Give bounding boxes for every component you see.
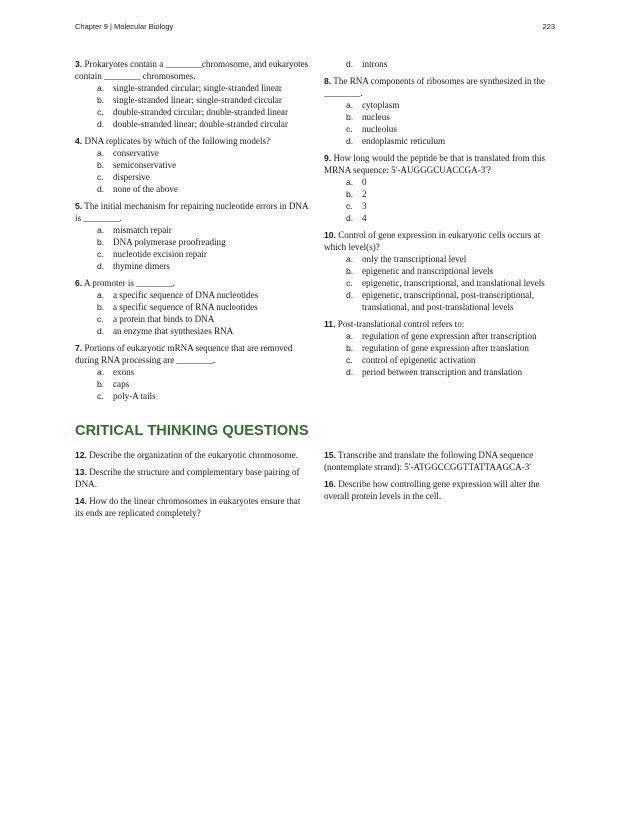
question-number: 16. <box>324 479 336 489</box>
option-d <box>324 366 558 378</box>
question-stem <box>324 318 558 330</box>
option-text: an enzyme that synthesizes RNA <box>113 326 234 336</box>
option-letter: a. <box>97 290 105 300</box>
option-text: single-stranded circular; single-stranded linear <box>113 83 282 93</box>
option-a <box>324 176 558 188</box>
question-number: 15. <box>324 450 336 460</box>
question-number: 8. <box>324 76 332 86</box>
question-3 <box>75 58 310 130</box>
left-column <box>75 58 310 407</box>
option-letter: d. <box>97 184 105 194</box>
option-a <box>324 330 558 342</box>
option-letter: c. <box>97 314 104 324</box>
option-text: DNA polymerase proofreading <box>113 237 226 247</box>
question-stem <box>324 229 558 253</box>
option-b <box>324 188 558 200</box>
question-5 <box>75 200 310 272</box>
option-text: nucleolus <box>362 124 397 134</box>
option-letter: b. <box>346 343 354 353</box>
options-list <box>324 330 558 378</box>
option-c <box>324 200 558 212</box>
question-text: Describe the structure and complementary base pairing of DNA. <box>75 467 300 489</box>
option-letter: a. <box>346 177 354 187</box>
option-text: a specific sequence of DNA nucleotides <box>113 290 259 300</box>
question-stem <box>324 152 558 176</box>
option-text: 3 <box>362 201 367 211</box>
option-letter: c. <box>97 107 104 117</box>
question-8 <box>324 75 558 147</box>
question-text: Describe the organization of the eukaryotic chromosome. <box>86 450 298 460</box>
option-d <box>324 289 558 313</box>
option-a <box>324 253 558 265</box>
options-list <box>75 82 310 130</box>
question-text: Control of gene expression in eukaryotic cells occurs at which level(s)? <box>324 230 541 252</box>
option-letter: d. <box>97 261 105 271</box>
option-c <box>75 106 310 118</box>
option-text: semiconservative <box>113 160 177 170</box>
option-letter: d. <box>346 367 354 377</box>
option-text: caps <box>113 379 130 389</box>
question-text: Transcribe and translate the following DNA sequence (nontemplate strand): 5'-ATGGCCGGTTATTAAGCA-3' <box>324 450 534 472</box>
question-stem <box>324 449 558 473</box>
question-number: 13. <box>75 467 87 477</box>
option-b <box>75 236 310 248</box>
options-list <box>75 289 310 337</box>
question-11 <box>324 318 558 378</box>
option-b <box>324 342 558 354</box>
question-stem <box>324 75 558 99</box>
question-stem <box>75 58 310 82</box>
question-10 <box>324 229 558 313</box>
question-stem <box>75 135 310 147</box>
question-number: 14. <box>75 496 87 506</box>
question-13 <box>75 466 310 490</box>
option-text: double-stranded circular; double-stranded linear <box>113 107 288 117</box>
option-b <box>75 94 310 106</box>
option-letter: b. <box>97 379 105 389</box>
right-column <box>324 58 558 383</box>
options-list-continued <box>324 58 558 70</box>
option-text: control of epigenetic activation <box>362 355 476 365</box>
option-letter: c. <box>97 172 104 182</box>
option-text: a protein that binds to DNA <box>113 314 215 324</box>
option-b <box>75 301 310 313</box>
option-b <box>324 111 558 123</box>
option-c <box>75 171 310 183</box>
option-c <box>75 313 310 325</box>
option-a <box>75 82 310 94</box>
option-letter: d. <box>346 59 354 69</box>
chapter-title: Chapter 9 | Molecular Biology <box>75 22 174 31</box>
option-letter: b. <box>97 302 105 312</box>
option-text: endoplasmic reticulum <box>362 136 446 146</box>
option-letter: b. <box>97 95 105 105</box>
option-letter: c. <box>346 355 353 365</box>
question-text: A promoter is ________. <box>82 278 175 288</box>
option-text: regulation of gene expression after transcription <box>362 331 537 341</box>
question-6 <box>75 277 310 337</box>
question-9 <box>324 152 558 224</box>
option-text: epigenetic and transcriptional levels <box>362 266 494 276</box>
option-d <box>324 58 558 70</box>
question-text: The initial mechanism for repairing nucleotide errors in DNA is ________. <box>75 201 309 223</box>
option-letter: b. <box>346 112 354 122</box>
option-a <box>75 147 310 159</box>
option-letter: b. <box>346 266 354 276</box>
option-text: single-stranded linear; single-stranded circular <box>113 95 282 105</box>
question-number: 5. <box>75 201 83 211</box>
option-text: none of the above <box>113 184 178 194</box>
option-text: dispersive <box>113 172 150 182</box>
option-text: double-stranded linear; double-stranded circular <box>113 119 288 129</box>
option-text: 2 <box>362 189 367 199</box>
option-b <box>75 378 310 390</box>
option-d <box>75 118 310 130</box>
critical-thinking-left-column <box>75 449 310 524</box>
question-number: 11. <box>324 319 336 329</box>
question-text: Post-translational control refers to: <box>335 319 465 329</box>
option-letter: d. <box>97 119 105 129</box>
option-c <box>324 123 558 135</box>
option-a <box>75 289 310 301</box>
question-number: 7. <box>75 343 83 353</box>
option-letter: b. <box>97 237 105 247</box>
option-c <box>75 390 310 402</box>
option-letter: c. <box>346 124 353 134</box>
option-letter: a. <box>346 100 354 110</box>
option-text: period between transcription and translation <box>362 367 523 377</box>
question-text: Portions of eukaryotic mRNA sequence that are removed during RNA processing are ________. <box>75 343 293 365</box>
option-letter: d. <box>97 326 105 336</box>
option-letter: a. <box>97 225 105 235</box>
options-list <box>324 176 558 224</box>
option-text: only the transcriptional level <box>362 254 467 264</box>
option-text: poly-A tails <box>113 391 156 401</box>
question-text: How long would the peptide be that is translated from this MRNA sequence: 5'-AUGGGCUACCGA-3'? <box>324 153 546 175</box>
option-a <box>324 99 558 111</box>
option-c <box>324 354 558 366</box>
option-text: regulation of gene expression after translation <box>362 343 529 353</box>
question-7 <box>75 342 310 402</box>
option-letter: d. <box>346 213 354 223</box>
option-d <box>324 135 558 147</box>
option-letter: a. <box>346 254 354 264</box>
page-number: 223 <box>542 22 555 31</box>
question-number: 4. <box>75 136 83 146</box>
option-d <box>75 260 310 272</box>
option-letter: d. <box>346 136 354 146</box>
options-list <box>324 99 558 147</box>
option-letter: c. <box>346 201 353 211</box>
option-letter: d. <box>346 290 354 300</box>
question-16 <box>324 478 558 502</box>
question-stem <box>75 200 310 224</box>
option-b <box>75 159 310 171</box>
option-text: thymine dimers <box>113 261 170 271</box>
question-text: DNA replicates by which of the following models? <box>82 136 271 146</box>
option-d <box>324 212 558 224</box>
option-letter: c. <box>346 278 353 288</box>
option-text: nucleus <box>362 112 390 122</box>
options-list <box>75 224 310 272</box>
options-list <box>324 253 558 313</box>
question-number: 9. <box>324 153 332 163</box>
option-text: exons <box>113 367 135 377</box>
question-stem <box>75 277 310 289</box>
option-letter: c. <box>97 249 104 259</box>
option-letter: a. <box>97 148 105 158</box>
question-text: How do the linear chromosomes in eukaryotes ensure that its ends are replicated completely? <box>75 496 301 518</box>
section-title: CRITICAL THINKING QUESTIONS <box>75 423 309 439</box>
option-d <box>75 325 310 337</box>
option-text: a specific sequence of RNA nucleotides <box>113 302 258 312</box>
question-text: Describe how controlling gene expression will alter the overall protein levels in the cell. <box>324 479 540 501</box>
option-a <box>75 366 310 378</box>
question-stem <box>75 495 310 519</box>
option-c <box>75 248 310 260</box>
option-letter: a. <box>97 367 105 377</box>
question-number: 3. <box>75 59 83 69</box>
question-text: The RNA components of ribosomes are synthesized in the ________. <box>324 76 545 98</box>
option-text: cytoplasm <box>362 100 400 110</box>
critical-thinking-right-column <box>324 449 558 507</box>
option-text: conservative <box>113 148 159 158</box>
option-a <box>75 224 310 236</box>
page-header <box>75 22 555 36</box>
question-stem <box>75 466 310 490</box>
option-d <box>75 183 310 195</box>
question-stem <box>75 342 310 366</box>
question-number: 6. <box>75 278 83 288</box>
option-letter: a. <box>346 331 354 341</box>
option-letter: b. <box>97 160 105 170</box>
option-b <box>324 265 558 277</box>
option-text: mismatch repair <box>113 225 172 235</box>
options-list <box>75 147 310 195</box>
option-text: epigenetic, transcriptional, post-transcriptional, translational, and post-translational levels <box>362 290 534 312</box>
options-list <box>75 366 310 402</box>
option-letter: b. <box>346 189 354 199</box>
question-number: 12. <box>75 450 87 460</box>
question-12 <box>75 449 310 461</box>
question-15 <box>324 449 558 473</box>
option-text: nucleotide excision repair <box>113 249 207 259</box>
option-letter: a. <box>97 83 105 93</box>
option-text: epigenetic, transcriptional, and translational levels <box>362 278 545 288</box>
option-text: introns <box>362 59 388 69</box>
question-number: 10. <box>324 230 336 240</box>
question-stem <box>75 449 310 461</box>
option-c <box>324 277 558 289</box>
question-text: Prokaryotes contain a ________chromosome, and eukaryotes contain ________ chromosomes. <box>75 59 309 81</box>
question-4 <box>75 135 310 195</box>
question-14 <box>75 495 310 519</box>
option-letter: c. <box>97 391 104 401</box>
option-text: 0 <box>362 177 367 187</box>
question-stem <box>324 478 558 502</box>
option-text: 4 <box>362 213 367 223</box>
